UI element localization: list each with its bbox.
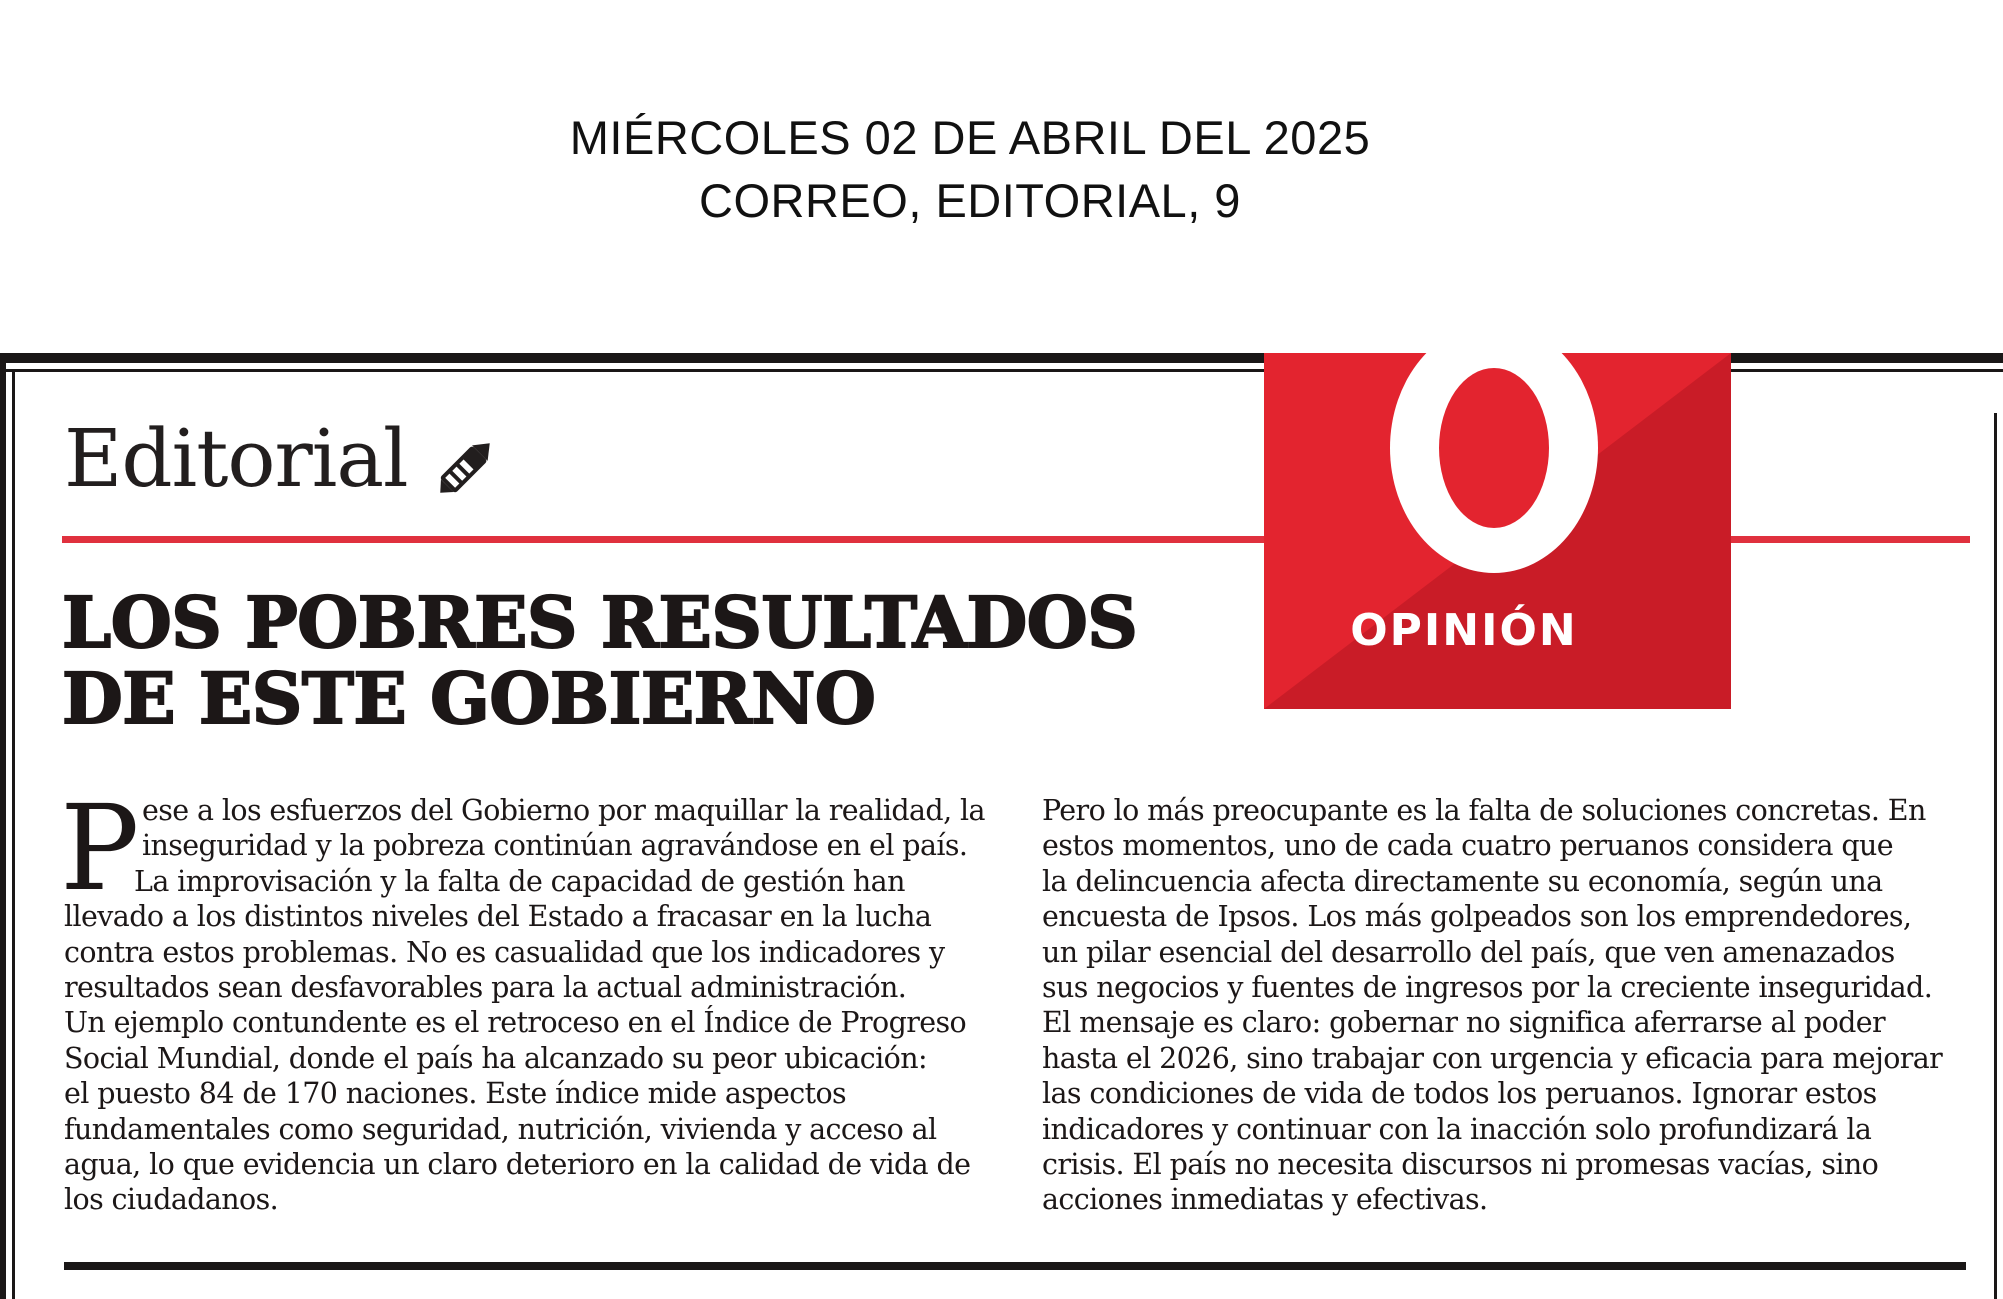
- bottom-divider: [64, 1262, 1966, 1270]
- text-line: fundamentales como seguridad, nutrición, vivienda y acceso al: [64, 1112, 937, 1146]
- text-line: El mensaje es claro: gobernar no significa aferrarse al poder: [1042, 1006, 1886, 1040]
- text-line: un pilar esencial del desarrollo del país, que ven amenazados: [1042, 935, 1895, 969]
- section-title: Editorial: [64, 412, 408, 505]
- headline-line: DE ESTE GOBIERNO: [62, 657, 876, 740]
- text-line: La improvisación y la falta de capacidad de gestión han: [134, 864, 905, 898]
- border-left: [0, 353, 6, 1299]
- text-line: contra estos problemas. No es casualidad que los indicadores y: [64, 935, 945, 969]
- text-line: el puesto 84 de 170 naciones. Este índice mide aspectos: [64, 1077, 847, 1111]
- pencil-icon: [430, 433, 500, 503]
- border-left-inner: [12, 369, 15, 1299]
- text-line: llevado a los distintos niveles del Estado a fracasar en la lucha: [64, 900, 932, 934]
- text-line: estos momentos, uno de cada cuatro peruanos considera que: [1042, 829, 1894, 863]
- text-line: inseguridad y la pobreza continúan agravándose en el país.: [142, 829, 968, 863]
- text-line: las condiciones de vida de todos los peruanos. Ignorar estos: [1042, 1077, 1877, 1111]
- text-line: resultados sean desfavorables para la actual administración.: [64, 970, 907, 1004]
- text-line: hasta el 2026, sino trabajar con urgencia y eficacia para mejorar: [1042, 1041, 1943, 1075]
- text-line: agua, lo que evidencia un claro deterioro en la calidad de vida de: [64, 1147, 971, 1181]
- clipping: [0, 353, 2003, 1299]
- publication-date: MIÉRCOLES 02 DE ABRIL DEL 2025: [569, 111, 1371, 164]
- article-column-2: [1042, 793, 1972, 1218]
- headline: [62, 581, 1262, 740]
- article-column-1: [60, 779, 994, 1218]
- opinion-badge: [1264, 353, 1731, 709]
- text-line: encuesta de Ipsos. Los más golpeados son los emprendedores,: [1042, 900, 1912, 934]
- text-line: la delincuencia afecta directamente su economía, según una: [1042, 864, 1883, 898]
- dropcap: P: [60, 779, 139, 917]
- text-line: Social Mundial, donde el país ha alcanzado su peor ubicación:: [64, 1041, 927, 1075]
- text-line: ese a los esfuerzos del Gobierno por maquillar la realidad, la: [142, 794, 985, 827]
- text-line: crisis. El país no necesita discursos ni promesas vacías, sino: [1042, 1147, 1879, 1181]
- text-line: acciones inmediatas y efectivas.: [1042, 1183, 1488, 1217]
- badge-label: OPINIÓN: [1350, 605, 1578, 656]
- text-line: sus negocios y fuentes de ingresos por la creciente inseguridad.: [1042, 970, 1933, 1004]
- text-line: Pero lo más preocupante es la falta de soluciones concretas. En: [1042, 794, 1926, 827]
- text-line: los ciudadanos.: [64, 1183, 279, 1217]
- text-line: Un ejemplo contundente es el retroceso en el Índice de Progreso: [64, 1006, 967, 1040]
- text-line: indicadores y continuar con la inacción solo profundizará la: [1042, 1112, 1872, 1146]
- border-right: [1994, 413, 1997, 1299]
- publication-source: CORREO, EDITORIAL, 9: [699, 174, 1241, 227]
- headline-line: LOS POBRES RESULTADOS: [62, 581, 1138, 664]
